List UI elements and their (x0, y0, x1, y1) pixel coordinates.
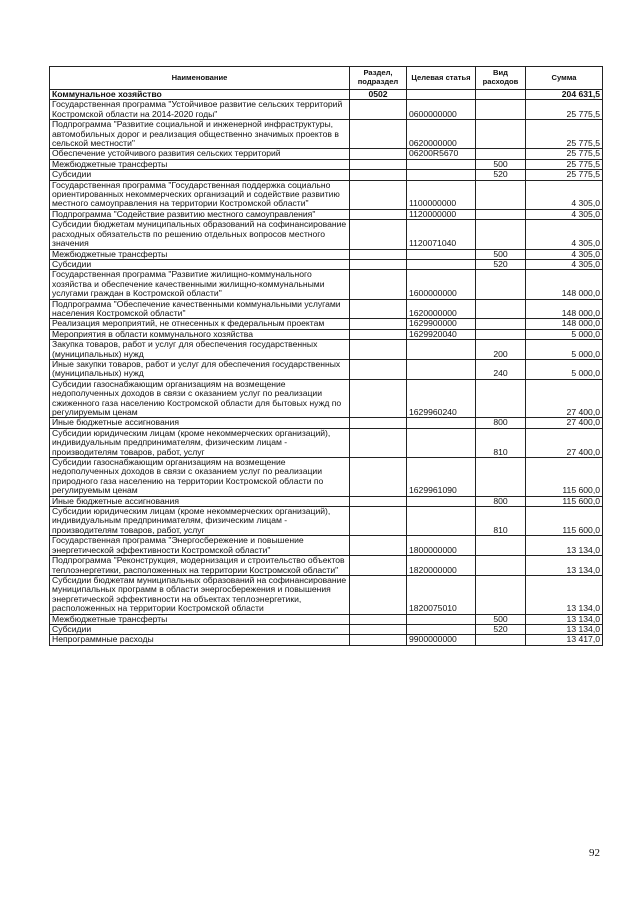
table-cell-section (350, 100, 407, 120)
table-cell-target: 1629920040 (407, 329, 476, 339)
table-cell-target: 1820075010 (407, 575, 476, 614)
table-cell-name: Государственная программа "Устойчивое развитие сельских территорий Костромской области на 2014-2020 годы" (50, 100, 350, 120)
page-number: 92 (589, 847, 600, 859)
table-cell-kind (476, 556, 526, 576)
table-cell-target: 1620000000 (407, 299, 476, 319)
table-cell-kind: 240 (476, 359, 526, 379)
table-cell-section (350, 209, 407, 219)
table-cell-sum: 13 134,0 (526, 575, 603, 614)
table-cell-section (350, 329, 407, 339)
table-cell-section (350, 428, 407, 457)
table-cell-name: Иные бюджетные ассигнования (50, 418, 350, 428)
table-cell-kind (476, 209, 526, 219)
table-cell-kind: 800 (476, 418, 526, 428)
table-cell-target (407, 614, 476, 624)
table-cell-target (407, 159, 476, 169)
table-cell-kind (476, 149, 526, 159)
table-cell-name: Закупка товаров, работ и услуг для обеспечения государственных (муниципальных) нужд (50, 340, 350, 360)
table-cell-section (350, 149, 407, 159)
table-cell-target: 1600000000 (407, 270, 476, 299)
table-cell-name: Межбюджетные трансферты (50, 159, 350, 169)
table-cell-section (350, 496, 407, 506)
table-cell-section (350, 159, 407, 169)
table-cell-target: 1629900000 (407, 319, 476, 329)
table-cell-target: 06200R5670 (407, 149, 476, 159)
table-cell-target: 0600000000 (407, 100, 476, 120)
table-cell-sum: 13 134,0 (526, 614, 603, 624)
table-row (50, 90, 603, 100)
table-cell-name: Субсидии бюджетам муниципальных образований на софинансирование расходных обязательств по решению отдельных вопросов местного значения (50, 220, 350, 249)
table-cell-target (407, 496, 476, 506)
table-cell-section (350, 507, 407, 536)
table-row (50, 340, 603, 360)
table-cell-target: 1120000000 (407, 209, 476, 219)
table-cell-section (350, 614, 407, 624)
table-cell-target (407, 90, 476, 100)
table-cell-section (350, 180, 407, 209)
table-row (50, 120, 603, 149)
table-cell-kind (476, 379, 526, 418)
table-cell-target: 1100000000 (407, 180, 476, 209)
table-cell-target (407, 359, 476, 379)
table-cell-kind (476, 270, 526, 299)
table-cell-sum: 25 775,5 (526, 149, 603, 159)
table-cell-kind: 520 (476, 170, 526, 180)
table-cell-section (350, 249, 407, 259)
table-cell-sum: 4 305,0 (526, 220, 603, 249)
table-cell-name: Подпрограмма "Реконструкция, модернизация и строительство объектов теплоэнергетики, расположенных на территории Костромской области" (50, 556, 350, 576)
table-cell-name: Субсидии (50, 170, 350, 180)
table-row (50, 635, 603, 645)
table-cell-kind: 810 (476, 428, 526, 457)
table-cell-kind (476, 299, 526, 319)
table-cell-name: Государственная программа "Развитие жилищно-коммунального хозяйства и обеспечение качественными жилищно-коммунальными услугами граждан в Костромской области" (50, 270, 350, 299)
table-row (50, 556, 603, 576)
table-cell-section (350, 536, 407, 556)
table-cell-section (350, 299, 407, 319)
table-cell-target: 1629960240 (407, 379, 476, 418)
table-cell-target (407, 507, 476, 536)
table-cell-kind (476, 90, 526, 100)
table-row (50, 359, 603, 379)
table-cell-kind: 800 (476, 496, 526, 506)
table-row (50, 149, 603, 159)
header-section: Раздел, подраздел (350, 67, 407, 90)
table-cell-sum: 27 400,0 (526, 418, 603, 428)
table-row (50, 614, 603, 624)
table-cell-name: Субсидии бюджетам муниципальных образований на софинансирование муниципальных программ в области энергосбережения и повышения энергетической эффективности на объектах теплоэнергетики, расположенных на территории Костромской области (50, 575, 350, 614)
table-cell-sum: 115 600,0 (526, 496, 603, 506)
table-cell-sum: 115 600,0 (526, 507, 603, 536)
table-cell-section (350, 575, 407, 614)
table-cell-name: Подпрограмма "Содействие развитию местного самоуправления" (50, 209, 350, 219)
table-row (50, 496, 603, 506)
table-row (50, 270, 603, 299)
table-cell-kind (476, 180, 526, 209)
table-cell-name: Государственная программа "Энергосбережение и повышение энергетической эффективности Костромской области" (50, 536, 350, 556)
table-cell-target (407, 624, 476, 634)
header-target: Целевая статья (407, 67, 476, 90)
table-row (50, 100, 603, 120)
table-cell-name: Мероприятия в области коммунального хозяйства (50, 329, 350, 339)
table-cell-target: 1120071040 (407, 220, 476, 249)
table-cell-kind (476, 220, 526, 249)
table-row (50, 319, 603, 329)
table-cell-name: Обеспечение устойчивого развития сельских территорий (50, 149, 350, 159)
table-cell-name: Иные бюджетные ассигнования (50, 496, 350, 506)
table-cell-kind (476, 536, 526, 556)
table-row (50, 299, 603, 319)
table-cell-section (350, 556, 407, 576)
table-cell-name: Субсидии юридическим лицам (кроме некоммерческих организаций), индивидуальным предпринимателям, физическим лицам - производителям товаров, работ, услуг (50, 507, 350, 536)
table-cell-section (350, 635, 407, 645)
table-cell-name: Субсидии (50, 624, 350, 634)
table-cell-target (407, 340, 476, 360)
table-cell-section (350, 379, 407, 418)
table-cell-section (350, 624, 407, 634)
table-row (50, 507, 603, 536)
table-row (50, 249, 603, 259)
table-cell-name: Межбюджетные трансферты (50, 614, 350, 624)
table-cell-sum: 148 000,0 (526, 299, 603, 319)
table-cell-name: Субсидии газоснабжающим организациям на возмещение недополученных доходов в связи с оказанием услуг по реализации природного газа населению на территории Костромской области по регулируемым ценам (50, 458, 350, 497)
table-row (50, 209, 603, 219)
table-cell-sum: 25 775,5 (526, 170, 603, 180)
table-cell-kind (476, 575, 526, 614)
table-cell-sum: 4 305,0 (526, 259, 603, 269)
table-cell-section (350, 418, 407, 428)
table-cell-section (350, 340, 407, 360)
table-body (50, 90, 603, 646)
table-cell-section (350, 120, 407, 149)
header-name: Наименование (50, 67, 350, 90)
table-cell-target (407, 418, 476, 428)
table-cell-sum: 13 134,0 (526, 536, 603, 556)
table-row (50, 575, 603, 614)
table-cell-section (350, 220, 407, 249)
table-cell-name: Непрограммные расходы (50, 635, 350, 645)
table-cell-sum: 204 631,5 (526, 90, 603, 100)
table-cell-kind: 500 (476, 249, 526, 259)
table-cell-target (407, 249, 476, 259)
table-cell-name: Субсидии (50, 259, 350, 269)
table-cell-name: Коммунальное хозяйство (50, 90, 350, 100)
table-cell-target (407, 428, 476, 457)
table-cell-target: 1800000000 (407, 536, 476, 556)
table-cell-target: 9900000000 (407, 635, 476, 645)
table-cell-sum: 25 775,5 (526, 159, 603, 169)
table-cell-target: 1820000000 (407, 556, 476, 576)
budget-table (49, 66, 603, 646)
table-cell-target: 1629961090 (407, 458, 476, 497)
table-cell-name: Межбюджетные трансферты (50, 249, 350, 259)
table-cell-sum: 27 400,0 (526, 379, 603, 418)
table-row (50, 259, 603, 269)
table-cell-kind: 500 (476, 159, 526, 169)
table-cell-sum: 25 775,5 (526, 120, 603, 149)
table-cell-name: Подпрограмма "Развитие социальной и инженерной инфраструктуры, автомобильных дорог и реализация общественно значимых проектов в сельской местности" (50, 120, 350, 149)
table-cell-kind: 810 (476, 507, 526, 536)
table-header-row (50, 67, 603, 90)
table-cell-name: Субсидии юридическим лицам (кроме некоммерческих организаций), индивидуальным предпринимателям, физическим лицам - производителям товаров, работ, услуг (50, 428, 350, 457)
table-cell-section (350, 359, 407, 379)
table-cell-section (350, 170, 407, 180)
table-row (50, 624, 603, 634)
table-cell-sum: 4 305,0 (526, 249, 603, 259)
table-cell-sum: 4 305,0 (526, 209, 603, 219)
table-cell-kind (476, 635, 526, 645)
table-cell-kind (476, 319, 526, 329)
table-cell-name: Реализация мероприятий, не отнесенных к федеральным проектам (50, 319, 350, 329)
table-cell-section (350, 270, 407, 299)
header-sum: Сумма (526, 67, 603, 90)
table-cell-section: 0502 (350, 90, 407, 100)
table-cell-kind (476, 458, 526, 497)
table-row (50, 159, 603, 169)
table-cell-kind (476, 329, 526, 339)
table-cell-sum: 148 000,0 (526, 319, 603, 329)
table-row (50, 458, 603, 497)
table-cell-target (407, 259, 476, 269)
table-cell-section (350, 259, 407, 269)
table-cell-section (350, 319, 407, 329)
table-row (50, 170, 603, 180)
table-cell-target (407, 170, 476, 180)
table-row (50, 418, 603, 428)
table-cell-sum: 25 775,5 (526, 100, 603, 120)
table-cell-name: Подпрограмма "Обеспечение качественными коммунальными услугами населения Костромской области" (50, 299, 350, 319)
header-kind: Вид расходов (476, 67, 526, 90)
table-row (50, 428, 603, 457)
table-row (50, 536, 603, 556)
table-cell-sum: 5 000,0 (526, 359, 603, 379)
table-cell-sum: 148 000,0 (526, 270, 603, 299)
table-cell-sum: 13 134,0 (526, 556, 603, 576)
table-cell-sum: 5 000,0 (526, 329, 603, 339)
table-cell-sum: 5 000,0 (526, 340, 603, 360)
table-cell-target: 0620000000 (407, 120, 476, 149)
table-cell-kind (476, 100, 526, 120)
table-cell-kind: 520 (476, 259, 526, 269)
table-cell-kind: 200 (476, 340, 526, 360)
table-cell-sum: 13 134,0 (526, 624, 603, 634)
table-row (50, 329, 603, 339)
table-cell-kind: 500 (476, 614, 526, 624)
table-cell-name: Субсидии газоснабжающим организациям на возмещение недополученных доходов в связи с оказанием услуг по реализации сжиженного газа населению Костромской области для бытовых нужд по регулируемым ценам (50, 379, 350, 418)
table-cell-sum: 4 305,0 (526, 180, 603, 209)
table-cell-sum: 27 400,0 (526, 428, 603, 457)
table-cell-name: Государственная программа "Государственная поддержка социально ориентированных некоммерческих организаций и содействие развитию местного самоуправления на территории Костромской области" (50, 180, 350, 209)
table-cell-sum: 13 417,0 (526, 635, 603, 645)
table-row (50, 180, 603, 209)
table-cell-sum: 115 600,0 (526, 458, 603, 497)
table-cell-kind (476, 120, 526, 149)
table-row (50, 379, 603, 418)
table-row (50, 220, 603, 249)
table-cell-name: Иные закупки товаров, работ и услуг для обеспечения государственных (муниципальных) нужд (50, 359, 350, 379)
table-cell-kind: 520 (476, 624, 526, 634)
table-cell-section (350, 458, 407, 497)
